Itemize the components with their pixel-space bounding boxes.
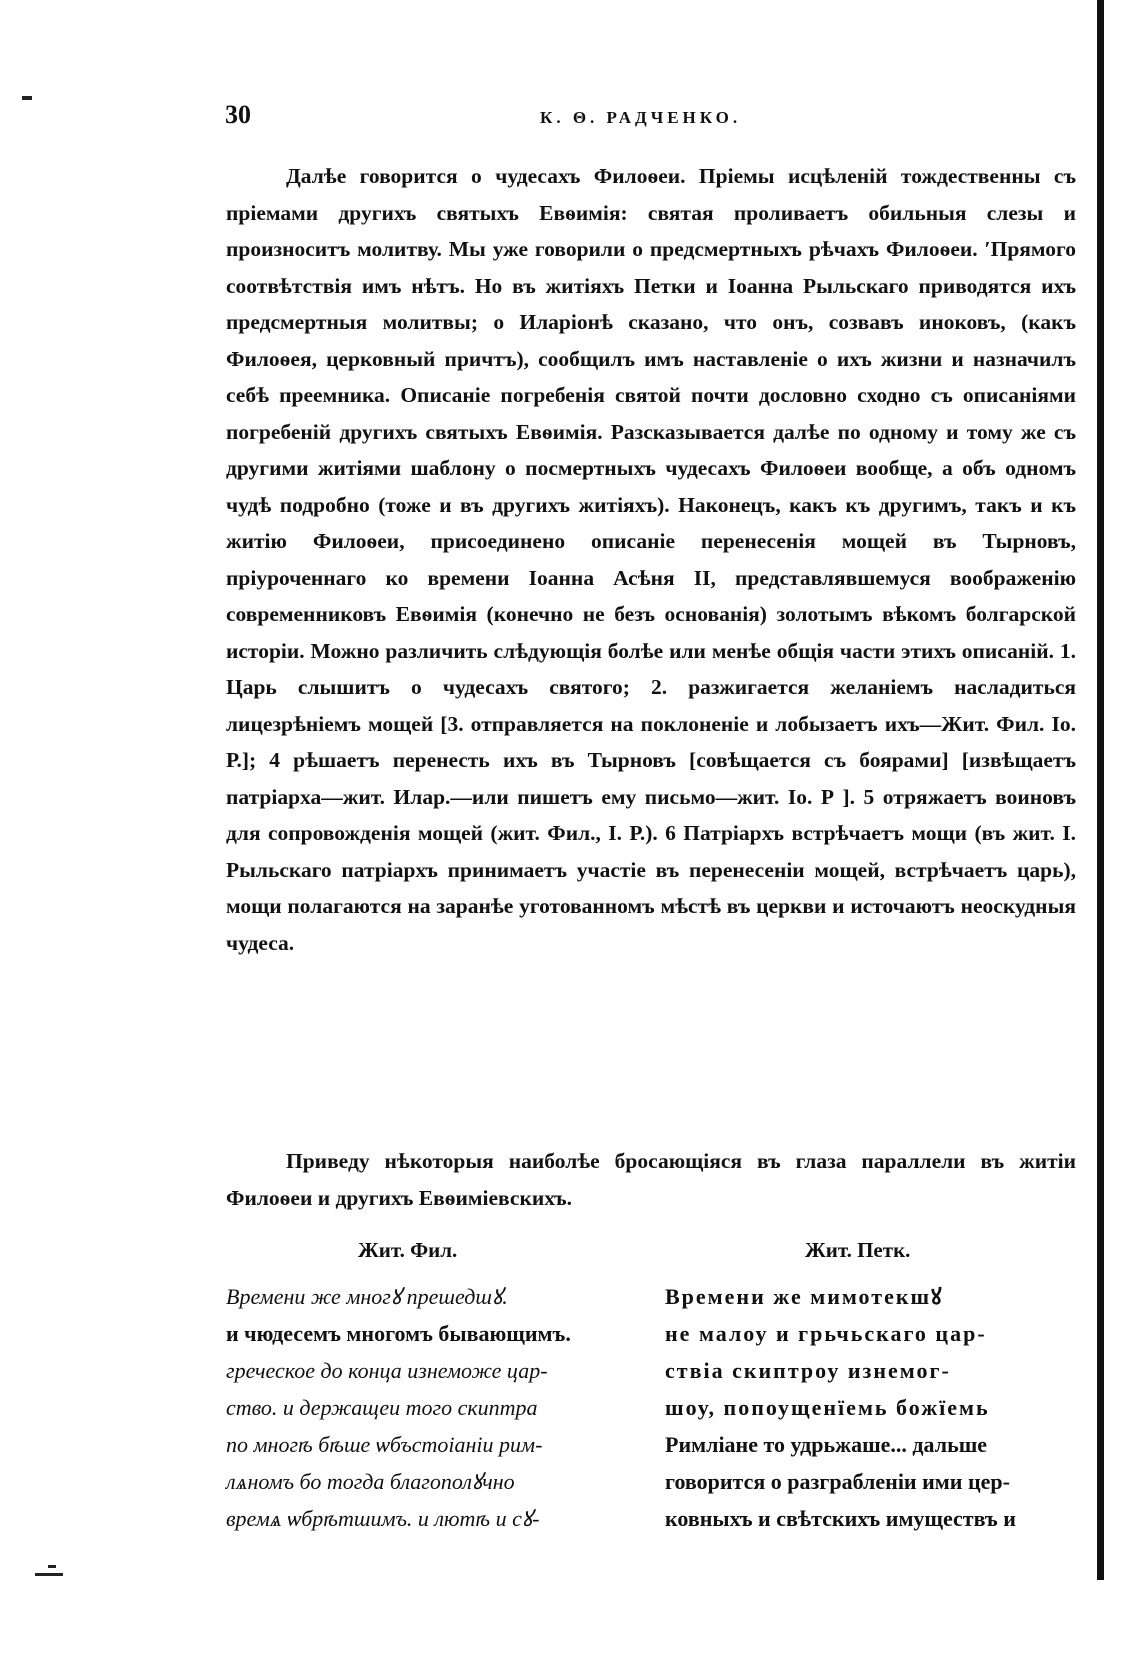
page-number: 30 [225, 100, 251, 129]
scan-speck [35, 1573, 63, 1576]
left-column-heading: Жит. Фил. [358, 1238, 458, 1262]
scan-speck [48, 1565, 56, 1568]
paragraph-2: Приведу нѣкоторыя наиболѣе бросающіяся въ глаза параллели въ житіи Филоѳеи и другихъ Евѳиміевскихъ. [226, 1149, 1076, 1210]
quote-line: по многѣ бѣше ѡбъстоіаніи рим- [226, 1432, 543, 1457]
quote-line: ковныхъ и свѣтскихъ имуществъ и [665, 1506, 1016, 1531]
running-head: К. Θ. РАДЧЕНКО. [540, 108, 742, 127]
right-column-quote [665, 1278, 1075, 1537]
quote-line: шоу, попоущенїемь божїемь [665, 1395, 990, 1420]
quote-line: Времени же многꙋ прешедшꙋ. [226, 1284, 508, 1309]
left-column-quote [226, 1278, 631, 1537]
quote-line: лѧномъ бо тогда благополꙋчно [226, 1469, 515, 1494]
quote-line: Римлiане то удрьжаше... дальше [665, 1432, 988, 1457]
quote-line: и чюдесемъ многомъ бывающимъ. [226, 1321, 571, 1346]
quote-line: ство. и держащеи того скиптра [226, 1395, 538, 1420]
quote-line: ствіа скиптроу изнемог- [665, 1358, 951, 1383]
quote-line: времѧ ѡбрѣтшимъ. и лютѣ и сꙋ- [226, 1506, 540, 1531]
quote-line: греческое до конца изнеможе цар- [226, 1358, 548, 1383]
quote-line: не малоу и грьчьскаго цар- [665, 1321, 987, 1346]
quote-line: говорится о разграбленіи ими цер- [665, 1469, 1010, 1494]
paragraph-1: Далѣе говорится о чудесахъ Филоѳеи. Пріемы исцѣленій тождественны съ пріемами другихъ святыхъ Евѳимія: святая проливаетъ обильныя слезы и произноситъ молитву. Мы уже говорили о предсмертныхъ рѣчахъ Филоѳеи. ʹПрямого соотвѣтствія имъ нѣтъ. Но въ житіяхъ Петки и Іоанна Рыльскаго приводятся ихъ предсмертныя молитвы; о Иларіонѣ сказано, что онъ, созвавъ иноковъ, (какъ Филоѳея, церковный причтъ), сообщилъ имъ наставленіе о ихъ жизни и назначилъ себѣ преемника. Описаніе погребенія святой почти дословно сходно съ описаніями погребеній другихъ святыхъ Евѳимія. Разсказывается далѣе по одному и тому же съ другими житіями шаблону о посмертныхъ чудесахъ Филоѳеи вообще, а объ одномъ чудѣ подробно (тоже и въ другихъ житіяхъ). Наконецъ, какъ къ другимъ, такъ и къ житію Филоѳеи, присоединено описаніе перенесенія мощей въ Тырновъ, пріуроченнаго ко времени Іоанна Асѣня II, представлявшемуся воображенію современниковъ Евѳимія (конечно не безъ основанія) золотымъ вѣкомъ болгарской исторіи. Можно различить слѣдующія болѣе или менѣе общія части этихъ описаній. 1. Царь слышитъ о чудесахъ святого; 2. разжигается желаніемъ насладиться лицезрѣніемъ мощей [3. отправляется на поклоненіе и лобызаетъ ихъ—Жит. Фил. Іо. Р.]; 4 рѣшаетъ перенесть ихъ въ Тырновъ [совѣщается съ боярами] [извѣщаетъ патріарха—жит. Илар.—или пишетъ ему письмо—жит. Іо. Р ]. 5 отряжаетъ воиновъ для сопровожденія мощей (жит. Фил., І. Р.). 6 Патріархъ встрѣчаетъ мощи (въ жит. І. Рыльскаго патріархъ принимаетъ участіе въ перенесеніи мощей, встрѣчаетъ царь), мощи полагаются на заранѣе уготованномъ мѣстѣ въ церкви и источаютъ неоскудныя чудеса. [226, 164, 1076, 955]
scan-speck [22, 96, 32, 100]
quote-line: Времени же мимотекшꙋ [665, 1284, 944, 1309]
page-edge-border [1097, 0, 1104, 1580]
right-column-heading: Жит. Петк. [805, 1238, 911, 1262]
